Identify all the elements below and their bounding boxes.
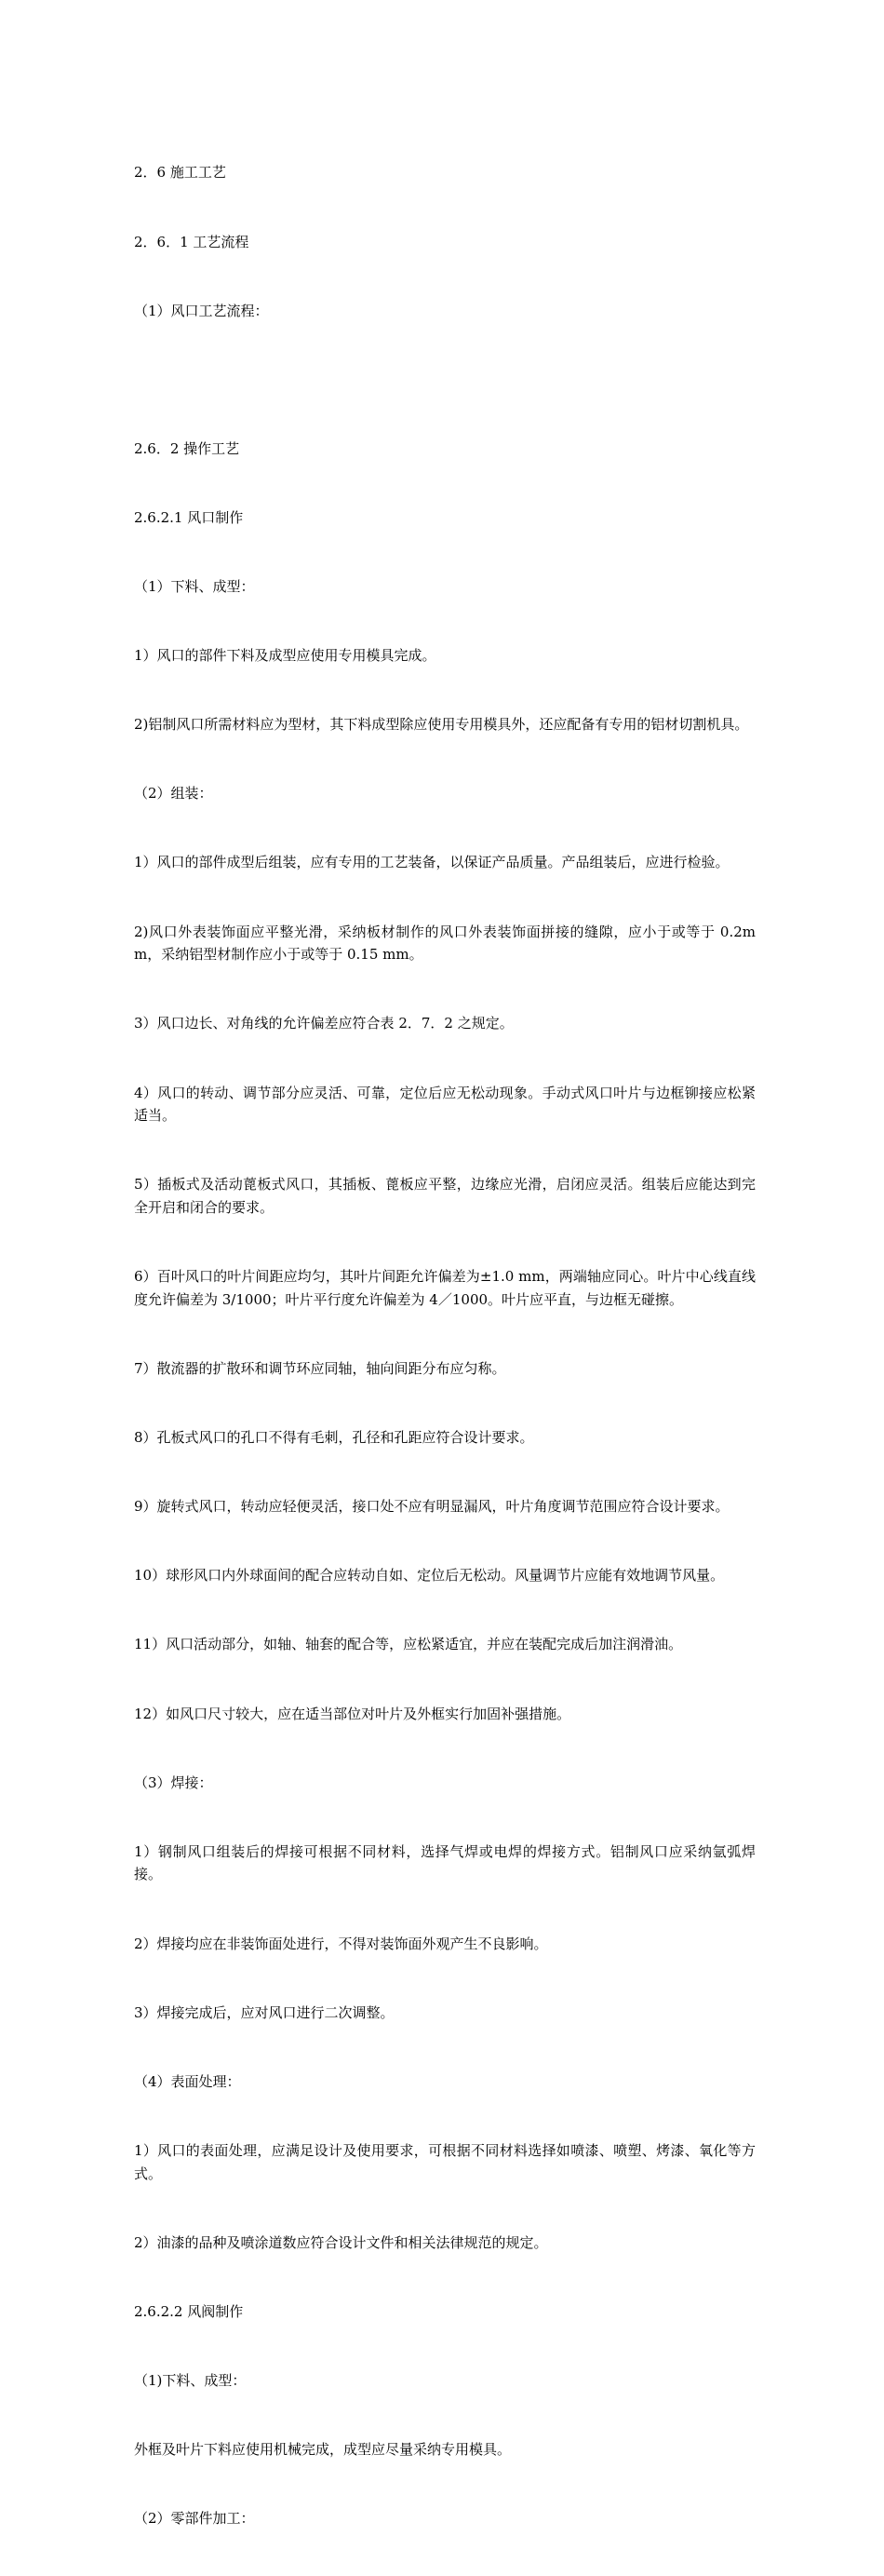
document-body [134,115,756,2576]
paragraph: 1）风口的部件成型后组装，应有专用的工艺装备，以保证产品质量。产品组装后，应进行检验。 [134,854,730,871]
paragraph: 4）风口的转动、调节部分应灵活、可靠，定位后应无松动现象。手动式风口叶片与边框铆接应松紧适当。 [134,1084,756,1125]
paragraph: 2）焊接均应在非装饰面处进行，不得对装饰面外观产生不良影响。 [134,1935,548,1952]
paragraph: 2)风口外表装饰面应平整光滑，采纳板材制作的风口外表装饰面拼接的缝隙，应小于或等于 0.2mm，采纳铝型材制作应小于或等于 0.15 mm。 [134,923,756,964]
paragraph: 1）钢制风口组装后的焊接可根据不同材料，选择气焊或电焊的焊接方式。铝制风口应采纳氩弧焊接。 [134,1842,756,1883]
subsection-heading-2-6-2-1: 2.6.2.1 风口制作 [134,508,244,526]
subsection-heading-2-6-2-2: 2.6.2.2 风阀制作 [134,2302,244,2320]
paragraph: （2）零部件加工： [134,2510,255,2528]
section-heading-2-6: 2．6 施工工艺 [134,164,226,182]
paragraph: （1)下料、成型： [134,2371,247,2389]
paragraph: （2）组装： [134,785,213,802]
paragraph: 5）插板式及活动蓖板式风口，其插板、蓖板应平整，边缘应光滑，启闭应灵活。组装后应能达到完全开启和闭合的要求。 [134,1176,756,1217]
paragraph: 8）孔板式风口的孔口不得有毛刺，孔径和孔距应符合设计要求。 [134,1429,534,1447]
paragraph: 11）风口活动部分，如轴、轴套的配合等，应松紧适宜，并应在装配完成后加注润滑油。 [134,1636,683,1653]
paragraph: （1）下料、成型： [134,578,255,596]
paragraph: 外框及叶片下料应使用机械完成，成型应尽量采纳专用模具。 [134,2441,512,2458]
subsection-heading-2-6-1: 2．6．1 工艺流程 [134,233,249,250]
paragraph: （1）风口工艺流程： [134,302,269,319]
paragraph: 3）风口边长、对角线的允许偏差应符合表 2．7．2 之规定。 [134,1015,514,1032]
paragraph: 7）散流器的扩散环和调节环应同轴，轴向间距分布应匀称。 [134,1359,506,1377]
paragraph: （3）焊接： [134,1774,213,1791]
paragraph: 6）百叶风口的叶片间距应均匀，其叶片间距允许偏差为±1.0 mm，两端轴应同心。叶片中心线直线度允许偏差为 3/1000；叶片平行度允许偏差为 4／1000。叶片应平直，与边框无碰擦。 [134,1268,756,1308]
paragraph: 9）旋转式风口，转动应轻便灵活，接口处不应有明显漏风，叶片角度调节范围应符合设计要求。 [134,1498,730,1516]
paragraph: 2)铝制风口所需材料应为型材，其下料成型除应使用专用模具外，还应配备有专用的铝材切割机具。 [134,716,749,734]
blank-line [134,369,756,392]
paragraph: 2）油漆的品种及喷涂道数应符合设计文件和相关法律规范的规定。 [134,2233,548,2251]
paragraph: 1）风口的表面处理，应满足设计及使用要求，可根据不同材料选择如喷漆、喷塑、烤漆、氧化等方式。 [134,2141,756,2182]
paragraph: 10）球形风口内外球面间的配合应转动自如、定位后无松动。风量调节片应能有效地调节风量。 [134,1567,725,1585]
paragraph: 1）风口的部件下料及成型应使用专用模具完成。 [134,647,436,665]
paragraph: （4）表面处理： [134,2072,241,2090]
subsection-heading-2-6-2: 2.6．2 操作工艺 [134,439,240,457]
paragraph: 12）如风口尺寸较大，应在适当部位对叶片及外框实行加固补强措施。 [134,1705,571,1722]
paragraph: 3）焊接完成后，应对风口进行二次调整。 [134,2003,395,2021]
